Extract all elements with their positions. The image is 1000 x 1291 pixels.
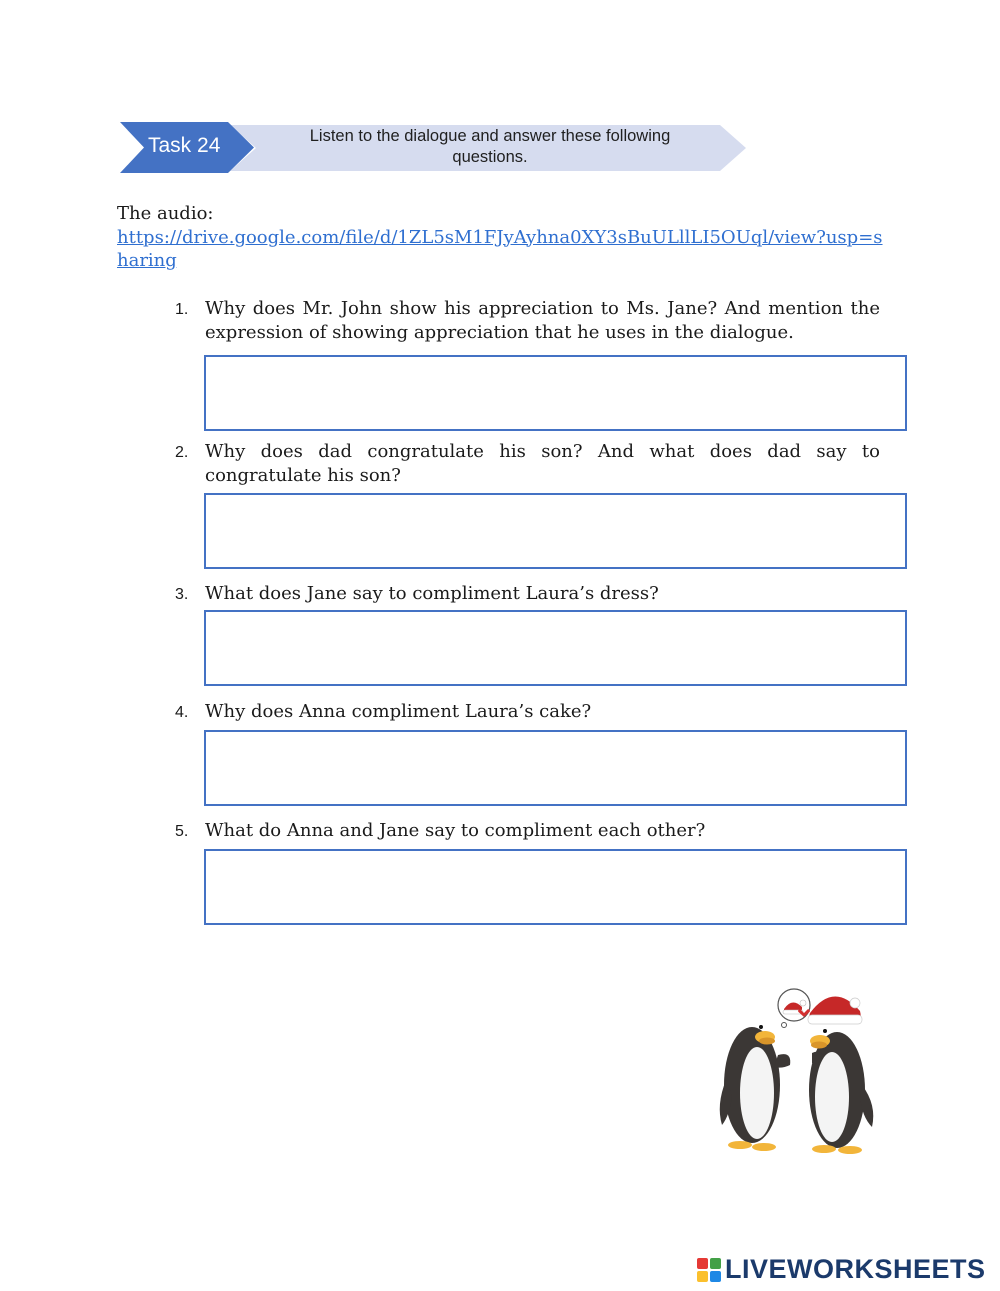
question-number: 4.: [175, 704, 189, 721]
question-text: Why does Mr. John show his appreciation to Ms. Jane? And mention the expression of showing appreciation that he uses in the dialogue.: [205, 298, 880, 343]
answer-box-2[interactable]: [204, 493, 907, 569]
question-2: [175, 440, 880, 487]
left-penguin: [720, 1025, 791, 1151]
question-4: [175, 700, 880, 724]
brand-name: LIVEWORKSHEETS: [725, 1254, 986, 1284]
question-3: [175, 582, 880, 606]
penguins-illustration: [712, 985, 882, 1157]
logo-mark-icon: [697, 1258, 721, 1282]
audio-link[interactable]: https://drive.google.com/file/d/1ZL5sM1FJyAyhna0XY3sBuULllLI5OUql/view?usp=sharing: [117, 226, 883, 271]
answer-box-5[interactable]: [204, 849, 907, 925]
answer-box-3[interactable]: [204, 610, 907, 686]
question-1: [175, 297, 880, 344]
right-penguin: [808, 996, 873, 1154]
question-text: Why does Anna compliment Laura’s cake?: [205, 701, 592, 722]
task-banner: [120, 121, 746, 174]
task-label: Task 24: [148, 134, 221, 157]
question-number: 2.: [175, 444, 189, 461]
answer-box-1[interactable]: [204, 355, 907, 431]
speech-bubble-icon: [778, 989, 810, 1028]
question-text: Why does dad congratulate his son? And what does dad say to congratulate his son?: [205, 441, 880, 486]
question-5: [175, 819, 880, 843]
question-text: What does Jane say to compliment Laura’s dress?: [205, 583, 659, 604]
question-number: 3.: [175, 586, 189, 603]
audio-section: [117, 202, 887, 273]
answer-box-4[interactable]: [204, 730, 907, 806]
question-text: What do Anna and Jane say to compliment each other?: [205, 820, 706, 841]
question-number: 1.: [175, 301, 189, 318]
audio-label: The audio:: [117, 203, 214, 224]
task-instruction: Listen to the dialogue and answer these following questions.: [309, 127, 671, 166]
question-number: 5.: [175, 823, 189, 840]
